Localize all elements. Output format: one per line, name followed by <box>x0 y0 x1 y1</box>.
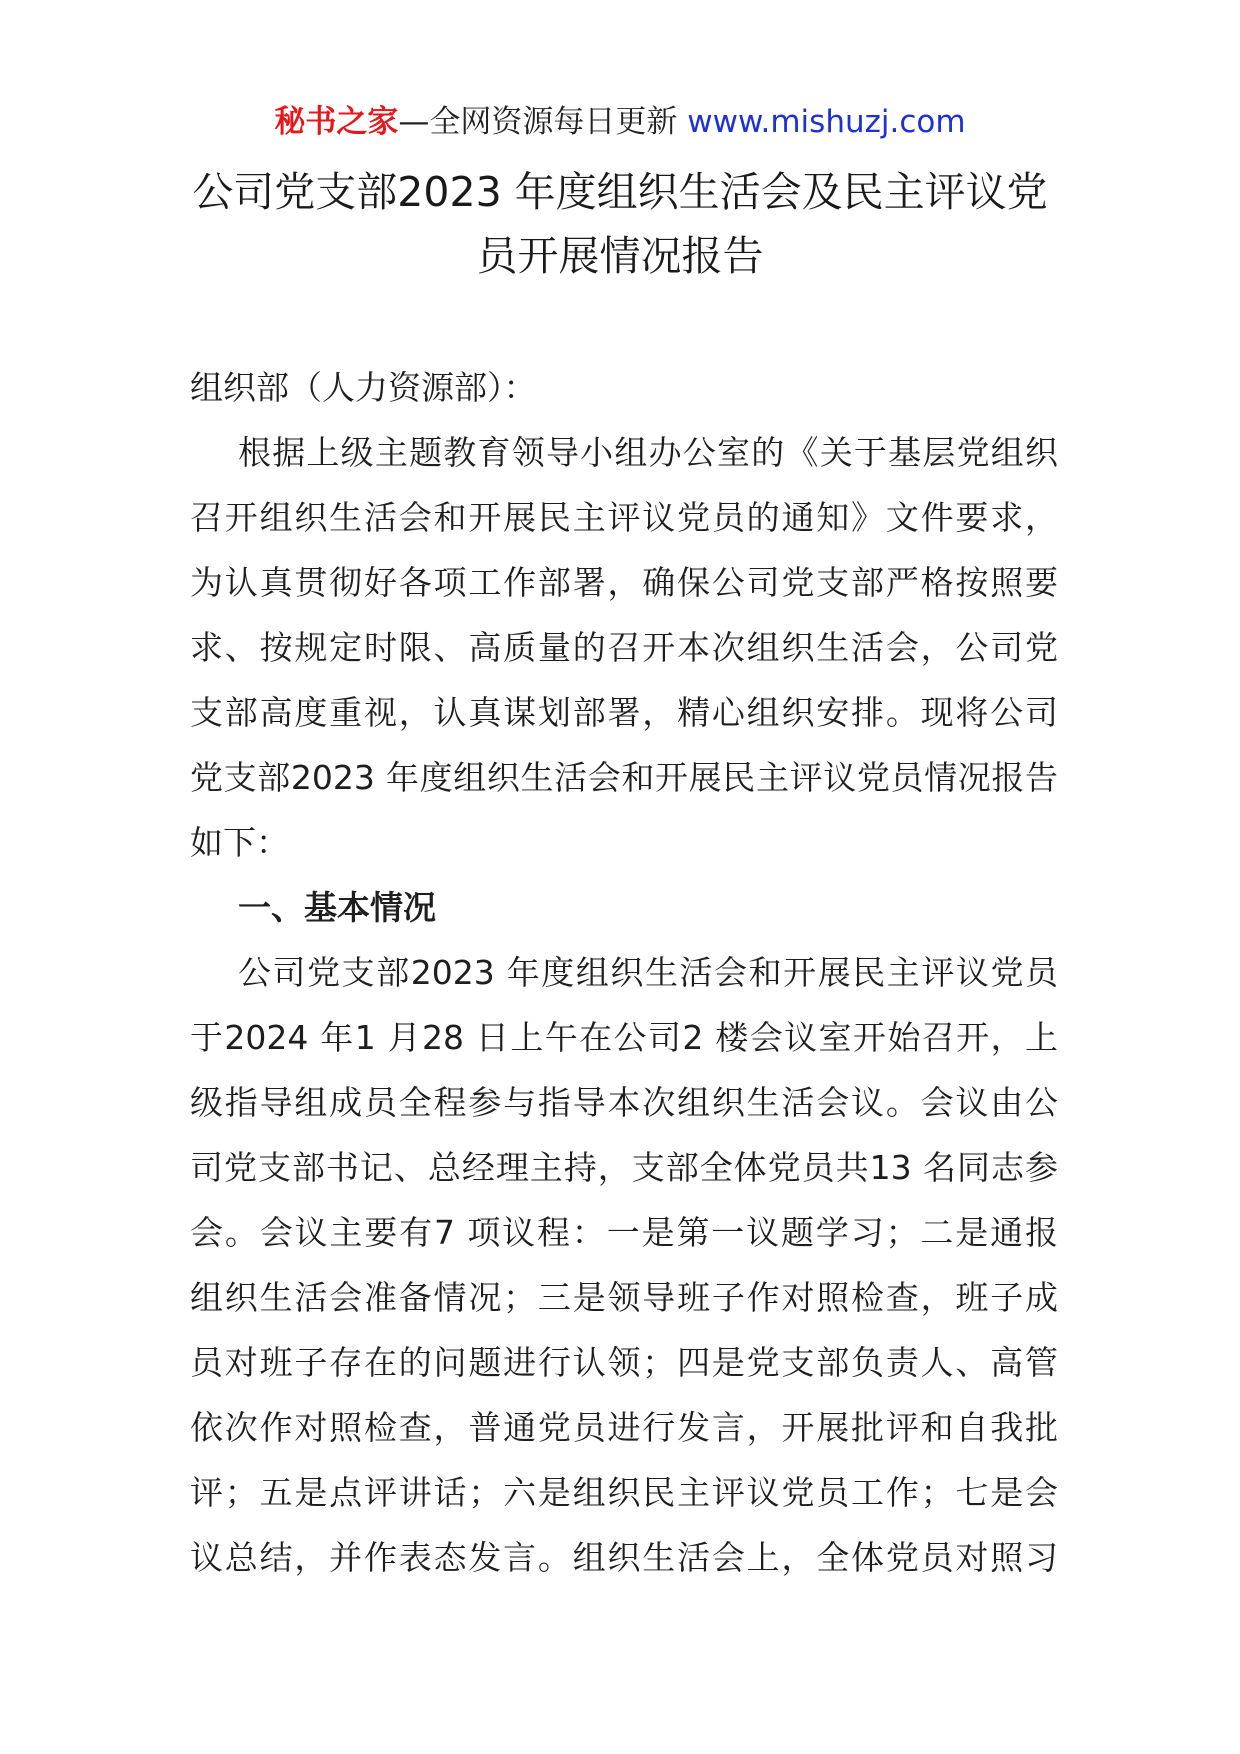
section-heading: 一、基本情况 <box>238 888 436 927</box>
paragraph-line: 级指导组成员全程参与指导本次组织生活会议。会议由公 <box>190 1083 1058 1122</box>
paragraph-line: 求、按规定时限、高质量的召开本次组织生活会，公司党 <box>190 628 1058 667</box>
site-slogan: —全网资源每日更新 <box>398 104 678 140</box>
paragraph-line: 于2024 年1 月28 日上午在公司2 楼会议室开始召开，上 <box>190 1018 1058 1057</box>
paragraph-line: 司党支部书记、总经理主持，支部全体党员共13 名同志参 <box>190 1148 1058 1187</box>
paragraph-line: 组织生活会准备情况；三是领导班子作对照检查，班子成 <box>190 1278 1058 1317</box>
site-url-link[interactable]: www.mishuzj.com <box>687 104 966 140</box>
paragraph-line: 评；五是点评讲话；六是组织民主评议党员工作；七是会 <box>190 1473 1058 1512</box>
paragraph-line: 依次作对照检查，普通党员进行发言，开展批评和自我批 <box>190 1408 1058 1447</box>
document-title <box>150 160 1090 288</box>
paragraph-line: 党支部2023 年度组织生活会和开展民主评议党员情况报告 <box>190 758 1058 797</box>
paragraph-line: 如下： <box>190 823 289 862</box>
title-line: 公司党支部2023 年度组织生活会及民主评议党 <box>192 168 1048 216</box>
brand-name: 秘书之家 <box>274 104 399 140</box>
site-header <box>0 100 1240 144</box>
document-body <box>190 355 1058 1590</box>
paragraph-line: 召开组织生活会和开展民主评议党员的通知》文件要求， <box>190 498 1058 537</box>
paragraph-line: 会。会议主要有7 项议程：一是第一议题学习；二是通报 <box>190 1213 1058 1252</box>
paragraph-line: 支部高度重视，认真谋划部署，精心组织安排。现将公司 <box>190 693 1058 732</box>
paragraph-line: 公司党支部2023 年度组织生活会和开展民主评议党员 <box>238 953 1058 992</box>
paragraph-line: 根据上级主题教育领导小组办公室的《关于基层党组织 <box>238 433 1058 472</box>
paragraph-line: 为认真贯彻好各项工作部署，确保公司党支部严格按照要 <box>190 563 1058 602</box>
paragraph-line: 议总结，并作表态发言。组织生活会上，全体党员对照习 <box>190 1538 1058 1577</box>
title-line: 员开展情况报告 <box>476 232 764 280</box>
paragraph-line: 员对班子存在的问题进行认领；四是党支部负责人、高管 <box>190 1343 1058 1382</box>
salutation: 组织部（人力资源部）： <box>190 368 537 407</box>
